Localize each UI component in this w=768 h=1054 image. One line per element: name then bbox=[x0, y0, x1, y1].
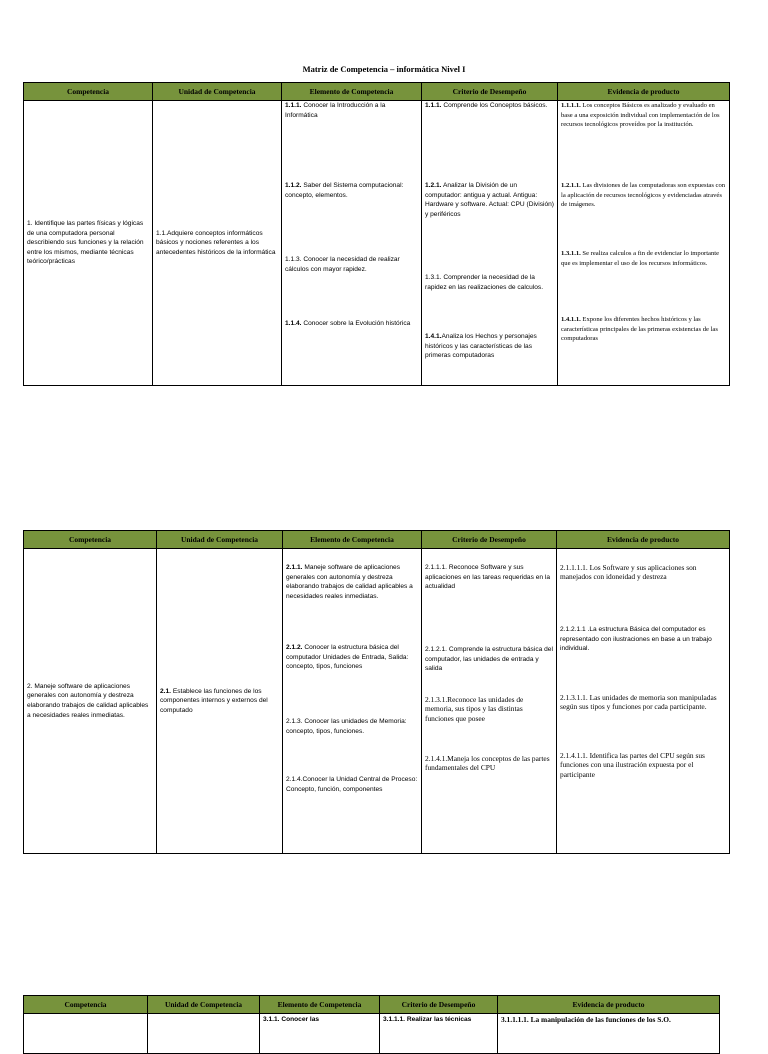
elemento-item: 2.1.4.Conocer la Unidad Central de Proceso: Concepto, función, componentes bbox=[286, 776, 418, 793]
elemento-item: 1.1.2. Saber del Sistema computacional: concepto, elementos. bbox=[285, 182, 404, 199]
competencia-cell bbox=[24, 1014, 148, 1054]
table-header-row bbox=[24, 83, 730, 101]
criterio-item: 1.3.1. Comprender la necesidad de la rapidez en las realizaciones de calculos. bbox=[425, 274, 544, 291]
evidencia-item: 1.3.1.1. Se realiza calculos a fin de evidenciar lo importante que es implementar el uso de los recursos informáticos. bbox=[561, 250, 720, 267]
header-evidencia: Evidencia de producto bbox=[557, 531, 730, 549]
evidencia-cell bbox=[557, 549, 730, 854]
evidencia-cell bbox=[558, 101, 730, 386]
header-competencia: Competencia bbox=[24, 996, 148, 1014]
competency-matrix-table-1 bbox=[23, 82, 730, 386]
elemento-cell bbox=[260, 1014, 380, 1054]
elemento-item: 2.1.2. Conocer la estructura básica del computador Unidades de Entrada, Salida: concepto, tipos, funciones bbox=[286, 644, 409, 671]
header-competencia: Competencia bbox=[24, 83, 153, 101]
header-competencia: Competencia bbox=[24, 531, 157, 549]
header-evidencia: Evidencia de producto bbox=[558, 83, 730, 101]
evidencia-item: 2.1.4.1.1. Identifica las partes del CPU según sus funciones con una ilustración expuesta por el participante bbox=[560, 751, 705, 779]
elemento-item: 2.1.3. Conocer las unidades de Memoria: concepto, tipos, funciones. bbox=[286, 718, 407, 735]
header-criterio: Criterio de Desempeño bbox=[380, 996, 498, 1014]
table-header-row bbox=[24, 531, 730, 549]
criterio-cell bbox=[422, 549, 557, 854]
criterio-cell bbox=[380, 1014, 498, 1054]
header-elemento: Elemento de Competencia bbox=[260, 996, 380, 1014]
table-row bbox=[24, 1014, 720, 1054]
elemento-item: 1.1.1. Conocer la Introducción a la Informática bbox=[285, 102, 386, 119]
elemento-item: 1.1.3. Conocer la necesidad de realizar cálculos con mayor rapidez. bbox=[285, 256, 400, 273]
unidad-text: Establece las funciones de los componentes internos y externos del computado bbox=[160, 687, 268, 714]
evidencia-item: 1.2.1.1. Las divisiones de las computadoras son expuestas con la aplicación de recursos tecnológicos y evidenciadas através de imágenes. bbox=[561, 182, 726, 209]
unidad-cell: 2.1. Establece las funciones de los componentes internos y externos del computado bbox=[157, 549, 283, 854]
evidencia-item: 1.1.1.1. Los conceptos Básicos es analizado y evaluado en base a una exposición individual con implementación de los recursos tecnológicos proveídos por la institución. bbox=[561, 102, 720, 129]
evidencia-item: 1.4.1.1. Expone los diferentes hechos históricos y las características principales de las primeras existencias de las computadoras bbox=[561, 316, 718, 343]
criterio-item: 2.1.4.1.Maneja los conceptos de las partes fundamentales del CPU bbox=[425, 754, 550, 773]
evidencia-item: 2.1.1.1.1. Los Software y sus aplicaciones son manejados con idoneidad y destreza bbox=[560, 563, 697, 582]
header-unidad: Unidad de Competencia bbox=[153, 83, 282, 101]
unidad-cell bbox=[148, 1014, 260, 1054]
competencia-cell bbox=[24, 549, 157, 854]
header-criterio: Criterio de Desempeño bbox=[422, 531, 557, 549]
evidencia-item: 3.1.1.1.1. La manipulación de las funciones de los S.O. bbox=[501, 1015, 671, 1024]
header-criterio: Criterio de Desempeño bbox=[422, 83, 558, 101]
evidencia-item: 2.1.3.1.1. Las unidades de memoria son manipuladas según sus tipos y funciones por cada participante. bbox=[560, 693, 717, 712]
competencia-cell bbox=[24, 101, 153, 386]
table-row bbox=[24, 101, 730, 386]
criterio-item: 1.1.1. Comprende los Conceptos básicos. bbox=[425, 102, 548, 109]
table-row bbox=[24, 549, 730, 854]
document-title: Matriz de Competencia – informática Nivel I bbox=[302, 64, 466, 74]
elemento-item: 2.1.1. Maneje software de aplicaciones generales con autonomía y destreza elaborando trabajos de calidad aplicables a necesidades reales inmediatas. bbox=[286, 564, 413, 600]
criterio-item: 2.1.3.1.Reconoce las unidades de memoria, sus tipos y las distintas funciones que posee bbox=[425, 695, 524, 723]
criterio-item: 2.1.2.1. Comprende la estructura básica del computador, las unidades de entrada y salida bbox=[425, 646, 553, 673]
header-elemento: Elemento de Competencia bbox=[283, 531, 422, 549]
table-header-row bbox=[24, 996, 720, 1014]
criterio-item: 1.4.1.Analiza los Hechos y personajes históricos y las características de las primeras computadoras bbox=[425, 333, 537, 360]
competency-matrix-table-2 bbox=[23, 530, 730, 854]
criterio-item: 1.2.1. Analizar la División de un computador: antigua y actual. Antigua: Hardware y software. Actual: CPU (División) y periféricos bbox=[425, 182, 554, 218]
competencia-text: 1. Identifique las partes físicas y lógicas de una computadora personal describiendo sus funciones y la relación entre los mismos, mediante técnicas teórico/prácticas bbox=[27, 220, 144, 266]
elemento-item: 3.1.1. Conocer las bbox=[263, 1016, 320, 1023]
criterio-item: 3.1.1.1. Realizar las técnicas bbox=[383, 1016, 472, 1023]
header-unidad: Unidad de Competencia bbox=[148, 996, 260, 1014]
header-elemento: Elemento de Competencia bbox=[282, 83, 422, 101]
competencia-text: 2. Maneje software de aplicaciones generales con autonomía y destreza elaborando trabajos de calidad aplicables a necesidades reales inmediatas. bbox=[27, 682, 149, 719]
criterio-item: 2.1.1.1. Reconoce Software y sus aplicaciones en las tareas requeridas en la actualidad bbox=[425, 564, 550, 591]
unidad-text: 1.1.Adquiere conceptos informáticos básicos y nociones referentes a los antecedentes históricos de la informática bbox=[156, 229, 276, 256]
criterio-cell bbox=[422, 101, 558, 386]
elemento-cell bbox=[282, 101, 422, 386]
evidencia-item: 2.1.2.1.1 .La estructura Básica del computador es representado con ilustraciones en base a un trabajo individual. bbox=[560, 626, 712, 653]
competency-matrix-table-3 bbox=[23, 995, 720, 1054]
unidad-cell bbox=[153, 101, 282, 386]
evidencia-cell bbox=[498, 1014, 720, 1054]
header-unidad: Unidad de Competencia bbox=[157, 531, 283, 549]
elemento-cell bbox=[283, 549, 422, 854]
elemento-item: 1.1.4. Conocer sobre la Evolución histórica bbox=[285, 320, 411, 327]
header-evidencia: Evidencia de producto bbox=[498, 996, 720, 1014]
